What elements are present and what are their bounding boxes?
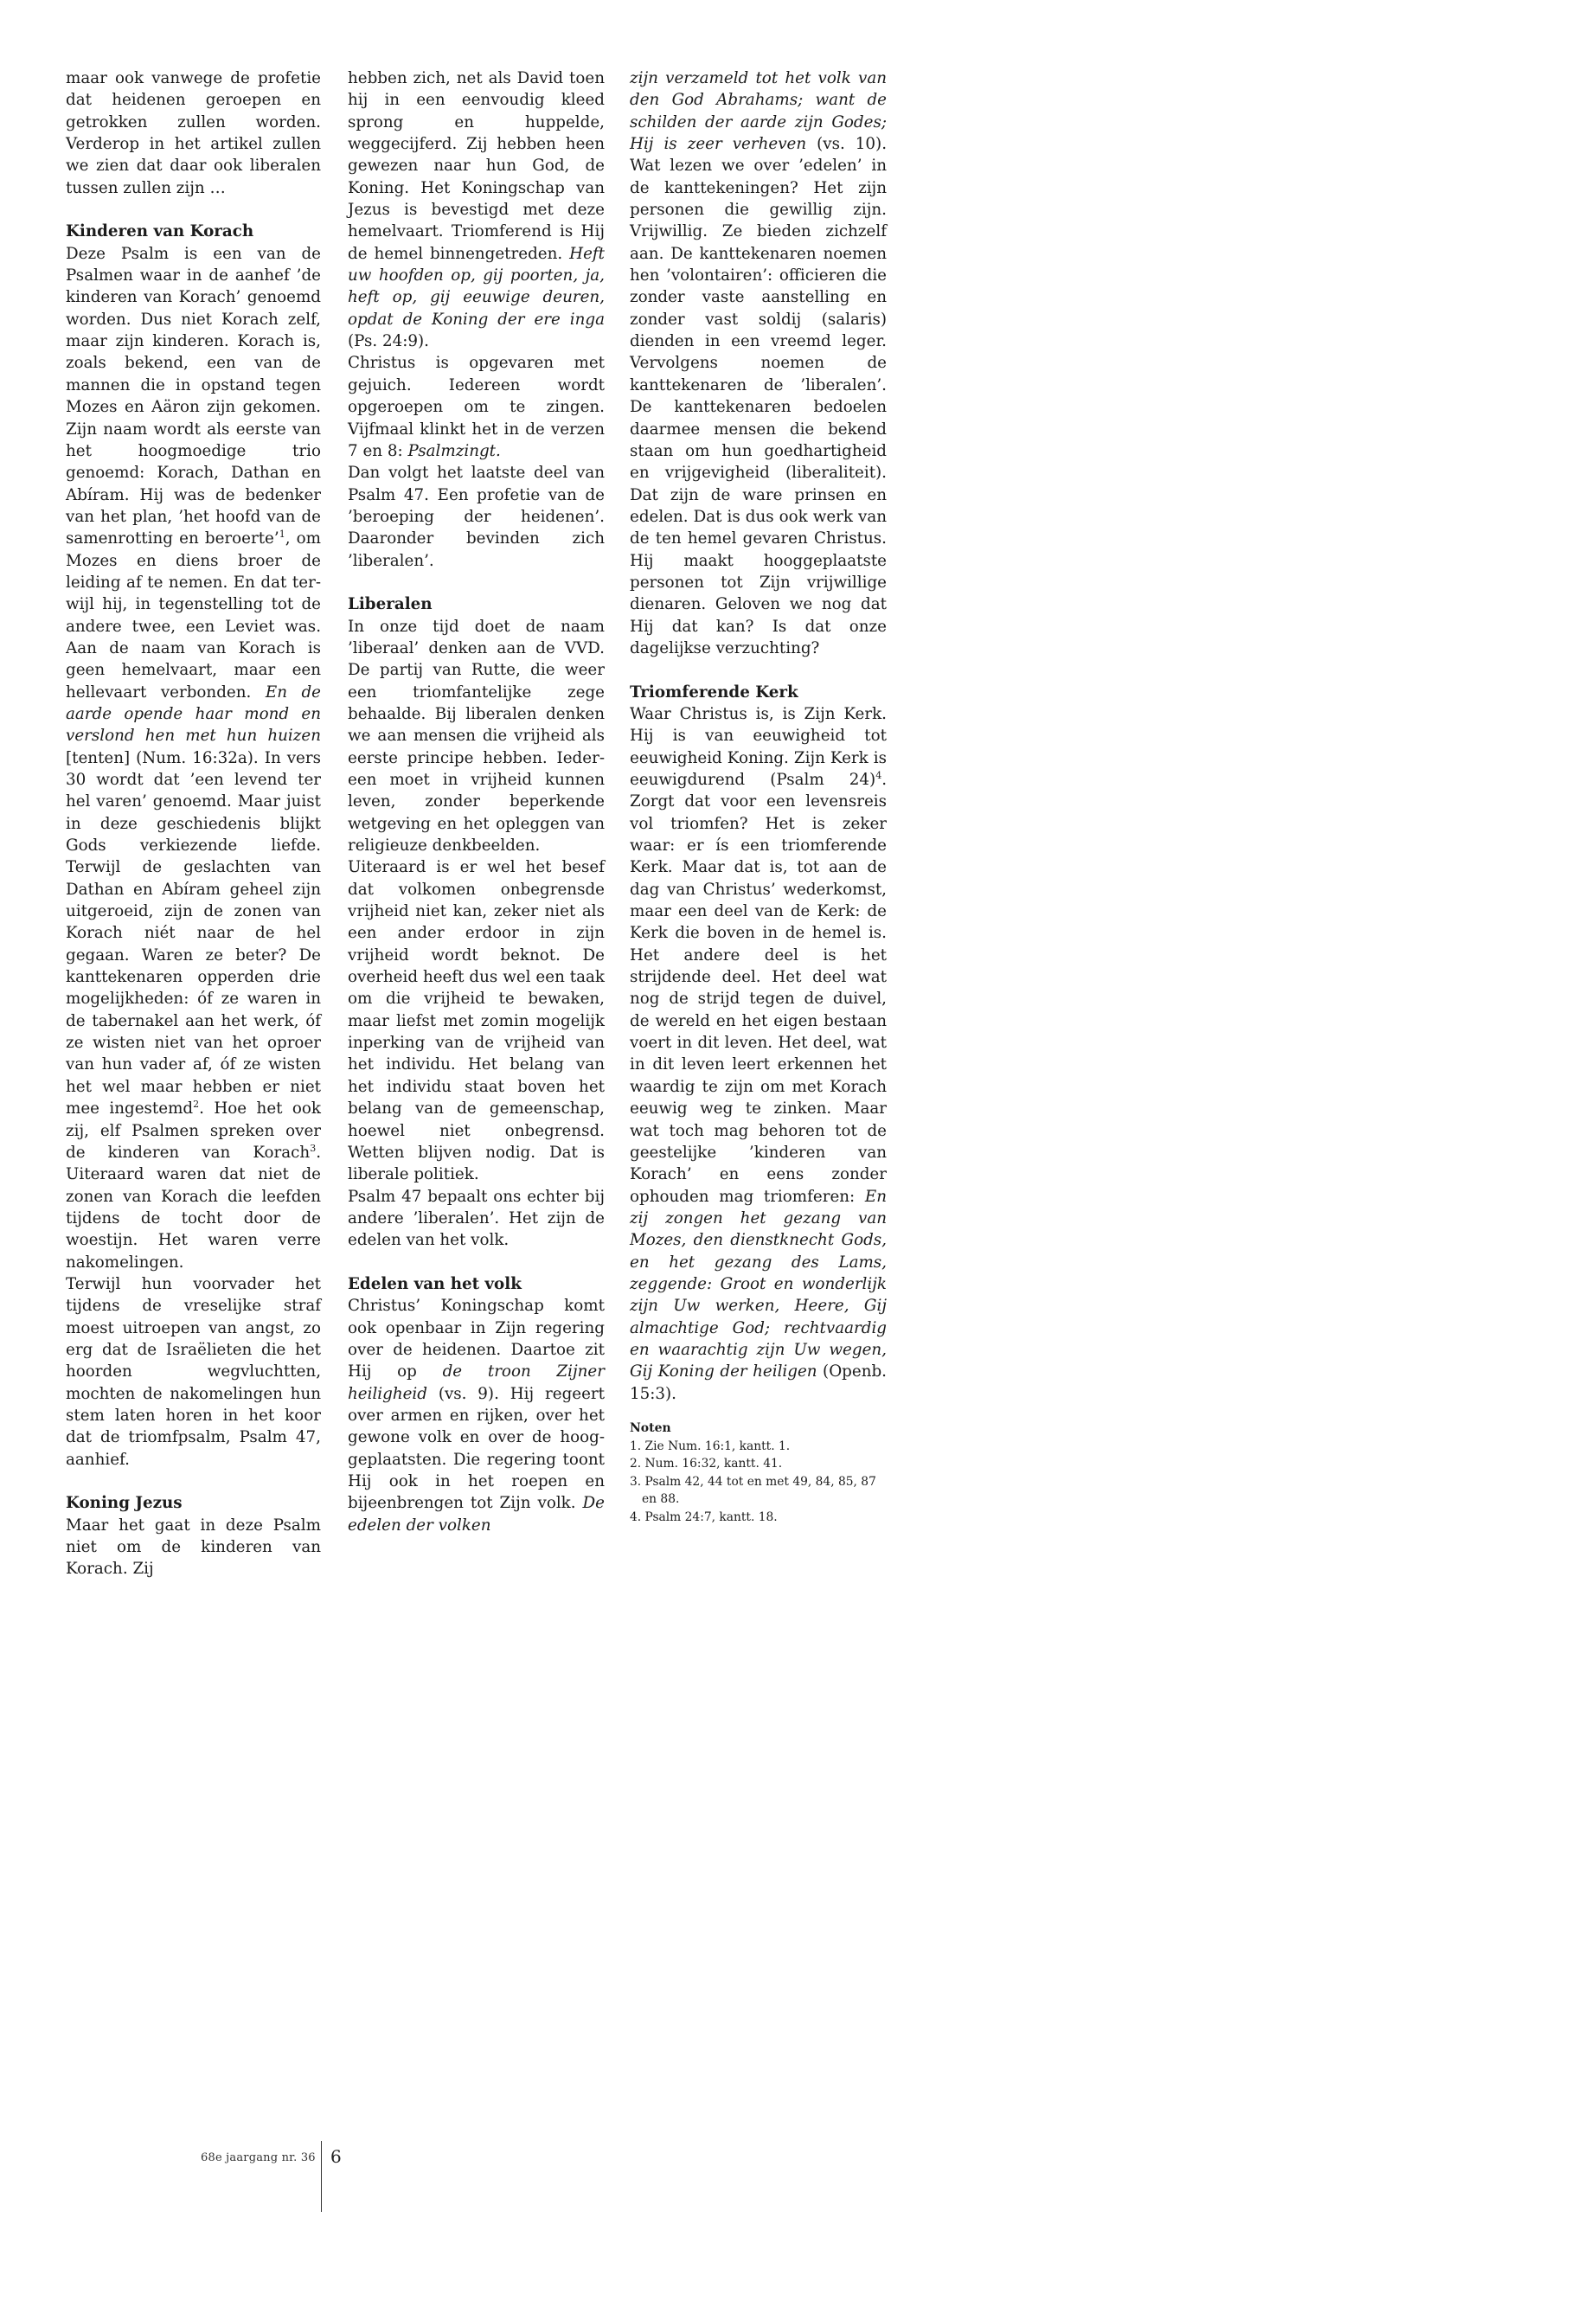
paragraph: In onze tijd doet de naam ’liberaal’ denken aan de VVD. De partij van Rutte, die weer een triomfantelijke zege behaalde. Bij liberalen denken we aan mensen die vrijheid als eerste principe hebben. Iedereen moet in vrijheid kunnen leven, zonder beperkende wetgeving en het opleggen van religieuze denkbeelden.	[348, 617, 605, 856]
article-column-1	[66, 67, 321, 1580]
footnote: 4. Psalm 24:7, kantt. 18.	[630, 1509, 778, 1524]
scripture-quote: En zij zongen het gezang van Mozes, den dienstknecht Gods, en het gezang des Lams, zeggende: Groot en wonderlijk zijn Uw werken, Heere, Gij almachtige God; rechtvaardig en waarachtig zijn Uw wegen, Gij Koning der heiligen	[630, 1187, 887, 1381]
paragraph: Psalm 47 bepaalt ons echter bij andere ’liberalen’. Het zijn de edelen van het volk.	[348, 1187, 605, 1250]
section-heading-triomf: Triomferende Kerk	[630, 683, 798, 702]
footnote-ref-2: 2	[193, 1099, 200, 1111]
article-column-2	[348, 67, 605, 1536]
paragraph: zijn verzameld tot het volk van den God Abrahams; want de schilden der aarde zijn Godes; Hij is zeer verheven (vs. 10). Wat lezen we over ’edelen’ in de kanttekeningen? Het zijn personen die gewillig zijn. Vrijwillig. Ze bieden zichzelf aan. De kanttekenaren noemen hen ’volontairen’: officieren die zonder vaste aanstelling en zonder vast soldij (salaris) dienden in een vreemd leger. Vervolgens noemen de kanttekenaren de ’liberalen’. De kanttekenaren bedoelen daarmee mensen die bekend staan om hun goedhartigheid en vrijgevigheid (liberaliteit). Dat zijn de ware prinsen en edelen. Dat is dus ook werk van de ten hemel gevaren Christus. Hij maakt hooggeplaatste personen tot Zijn vrijwillige dienaren. Geloven we nog dat Hij dat kan? Is dat onze dagelijkse verzuchting?	[630, 69, 887, 657]
footnote: 3. Psalm 42, 44 tot en met 49, 84, 85, 87 en 88.	[630, 1474, 876, 1507]
paragraph: Dan volgt het laatste deel van Psalm 47. Een profetie van de ’beroeping der heidenen’. Daaronder bevinden zich ’liberalen’.	[348, 464, 605, 570]
paragraph: Christus is opgevaren met gejuich. Iedereen wordt opgeroepen om te zingen. Vijfmaal klinkt het in de verzen 7 en 8: Psalmzingt.	[348, 354, 605, 460]
scripture-quote: Heft uw hoofden op, gij poorten, ja, heft op, gij eeuwige deuren, opdat de Koning der ere inga	[348, 244, 605, 329]
section-heading-korach: Kinderen van Korach	[66, 222, 254, 241]
paragraph: maar ook vanwege de profetie dat heidenen geroepen en getrokken zullen worden. Verderop in het artikel zullen we zien dat daar ook liberalen tussen zullen zijn …	[66, 69, 321, 197]
paragraph: Deze Psalm is een van de Psalmen waar in de aanhef ’de kinderen van Korach’ genoemd worden. Dus niet Korach zelf, maar zijn kinderen. Korach is, zoals bekend, een van de mannen die in opstand tegen Mozes en Aäron zijn gekomen. Zijn naam wordt als eerste van het hoogmoedige trio genoemd: Korach, Dathan en Abíram. Hij was de bedenker van het plan, ’het hoofd van de samenrotting en beroerte’$^1$, om Mozes en diens broer de leiding af te nemen. En dat terwijl hij, in tegenstelling tot de andere twee, een Leviet was. Aan de naam van Korach is geen hemelvaart, maar een hellevaart verbonden. En de aarde opende haar mond en verslond hen met hun huizen [tenten] (Num. 16:32a). In vers 30 wordt dat ’een levend ter hel varen’ genoemd. Maar juist in deze geschiedenis blijkt Gods verkiezende liefde. Terwijl de geslachten van Dathan en Abíram geheel zijn uitgeroeid, zijn de zonen van Korach niét naar de hel gegaan. Waren ze beter? De kanttekenaren opperden drie mogelijkheden: óf ze waren in de tabernakel aan het werk, óf ze wisten niet van het oproer van hun vader af, óf ze wisten het wel maar hebben er niet mee ingestemd$^2$. Hoe het ook zij, elf Psalmen spreken over de kinderen van Korach$^3$. Uiteraard waren dat niet de zonen van Korach die leefden tijdens de tocht door de woestijn. Het waren verre nakomelingen.	[66, 244, 322, 1272]
paragraph: hebben zich, net als David toen hij in een eenvoudig kleed sprong en huppelde, weggecijferd. Zij hebben heen gewezen naar hun God, de Koning. Het Koningschap van Jezus is bevestigd met deze hemelvaart. Triomferend is Hij de hemel binnengetreden. Heft uw hoofden op, gij poorten, ja, heft op, gij eeuwige deuren, opdat de Koning der ere inga (Ps. 24:9).	[348, 69, 605, 351]
page-footer	[0, 2141, 939, 2227]
paragraph: Waar Christus is, is Zijn Kerk. Hij is van eeuwigheid tot eeuwigheid Koning. Zijn Kerk is eeuwigdurend (Psalm 24)$^4$. Zorgt dat voor een levensreis vol triomfen? Het is zeker waar: er ís een triomferende Kerk. Maar dat is, tot aan de dag van Christus’ wederkomst, maar een deel van de Kerk: de Kerk die boven in de hemel is. Het andere deel is het strijdende deel. Het deel wat nog de strijd tegen de duivel, de wereld en het eigen bestaan voert in dit leven. Het deel, wat in dit leven leert erkennen het waardig te zijn om met Korach eeuwig weg te zinken. Maar wat toch mag behoren tot de geestelijke ’kinderen van Korach’ en eens zonder ophouden mag triomferen: En zij zongen het gezang van Mozes, den dienstknecht Gods, en het gezang des Lams, zeggende: Groot en wonderlijk zijn Uw werken, Heere, Gij almachtige God; rechtvaardig en waarachtig zijn Uw wegen, Gij Koning der heiligen (Openb. 15:3).	[630, 704, 887, 1403]
scripture-quote: En de aarde opende haar mond en verslond hen met hun huizen	[66, 683, 322, 746]
scripture-quote: Psalmzingt.	[407, 441, 501, 460]
section-heading-edelen: Edelen van het volk	[348, 1274, 522, 1293]
paragraph: Maar het gaat in deze Psalm niet om de kinderen van Korach. Zij	[66, 1516, 321, 1579]
section-heading-liberalen: Liberalen	[348, 595, 433, 614]
issue-label: 68e jaargang nr. 36	[201, 2151, 316, 2164]
article-column-3	[630, 67, 887, 1526]
footnote-ref-1: 1	[279, 529, 285, 541]
footer-divider	[321, 2141, 322, 2212]
paragraph: Terwijl hun voorvader het tijdens de vreselijke straf moest uitroepen van angst, zo erg dat de Israëlieten die het hoorden wegvluchtten, mochten de nakomelingen hun stem laten horen in het koor dat de triomfpsalm, Psalm 47, aanhief.	[66, 1274, 321, 1469]
scripture-quote: De edelen der volken	[348, 1494, 605, 1535]
footnote-ref-3: 3	[310, 1142, 317, 1154]
footnote: 1. Zie Num. 16:1, kantt. 1.	[630, 1439, 791, 1453]
footnote: 2. Num. 16:32, kantt. 41.	[630, 1457, 783, 1471]
paragraph: Uiteraard is er wel het besef dat volkomen onbegrensde vrijheid niet kan, zeker niet als een ander erdoor in zijn vrijheid wordt beknot. De overheid heeft dus wel een taak om die vrijheid te bewaken, maar liefst met zomin mogelijk inperking van de vrijheid van het individu. Het belang van het individu staat boven het belang van de gemeenschap, hoewel niet onbegrensd. Wetten blijven nodig. Dat is liberale politiek.	[348, 858, 605, 1184]
paragraph: Christus’ Koningschap komt ook openbaar in Zijn regering over de heidenen. Daartoe zit Hij op de troon Zijner heiligheid (vs. 9). Hij regeert over armen en rijken, over het gewone volk en over de hooggeplaatsten. Die regering toont Hij ook in het roepen en bijeenbrengen tot Zijn volk. De edelen der volken	[348, 1297, 605, 1535]
footnote-ref-4: 4	[875, 769, 882, 781]
scripture-quote: de troon Zijner heiligheid	[348, 1362, 605, 1403]
scripture-quote: zijn verzameld tot het volk van den God Abrahams; want de schilden der aarde zijn Godes; Hij is zeer verheven	[630, 69, 887, 154]
notes-heading: Noten	[630, 1420, 671, 1435]
page-number: 6	[330, 2146, 342, 2167]
section-heading-koning: Koning Jezus	[66, 1494, 183, 1513]
